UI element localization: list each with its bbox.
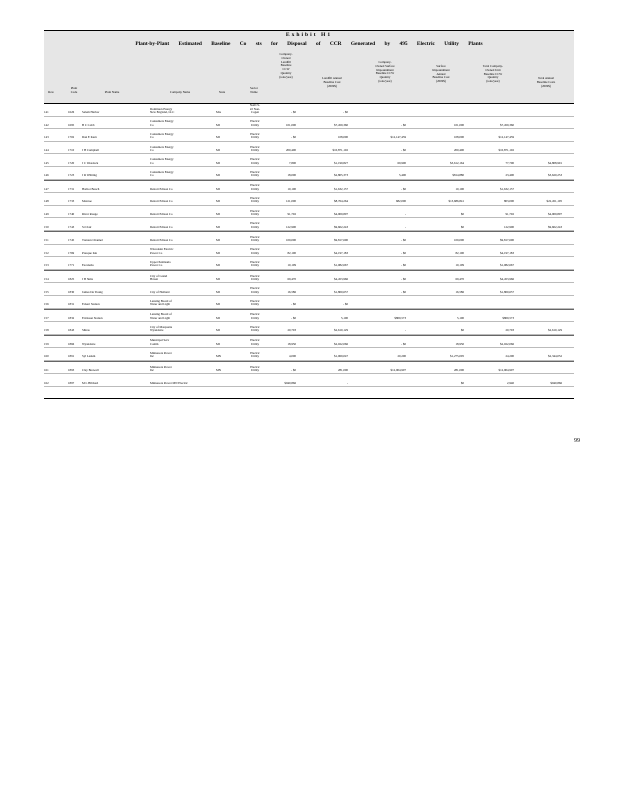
cell-state: MI: [216, 186, 220, 191]
table-row: [44, 270, 574, 284]
cell-plant: J R Whiting: [82, 173, 97, 178]
cell-sector: Electric Utility: [250, 286, 260, 294]
cell-tqty: 20,703: [505, 328, 514, 333]
table-row: [44, 104, 574, 117]
cell-plant: Trenton Channel: [82, 238, 103, 243]
cell-lqty: 18,000: [287, 173, 296, 178]
cell-scost: $0: [460, 224, 464, 229]
cell-plant: J B Sims: [82, 276, 94, 281]
cell-state: MI: [216, 160, 220, 165]
cell-tcost: $2,610,129: [548, 328, 562, 333]
cell-scost: $3,612,164: [450, 160, 464, 165]
cell-scost: 18,950: [455, 341, 464, 346]
table-row: [44, 117, 574, 130]
cell-lqty: 7,800: [289, 160, 296, 165]
cell-sqty: - $0: [401, 147, 406, 152]
cell-plant: Monroe: [82, 199, 92, 204]
cell-sector: Electric Utility: [250, 183, 260, 191]
cell-code: 1720: [68, 160, 75, 165]
table-row: [44, 180, 574, 194]
cell-state: MA: [216, 110, 221, 115]
cell-lcost: $4,909,807: [334, 211, 348, 216]
cell-row: 151: [44, 238, 49, 243]
cell-state: MI: [216, 302, 220, 307]
table-row: [44, 231, 574, 245]
cell-code: 1831: [68, 302, 75, 307]
cell-lqty: - $0: [291, 315, 296, 320]
cell-plant: James De Young: [82, 289, 103, 294]
cell-code: 1731: [68, 186, 75, 191]
cell-company: Detroit Edison Co: [150, 186, 173, 191]
cell-sqty: - $0: [401, 250, 406, 255]
cell-scost: 281,000: [453, 368, 464, 373]
cell-state: MI: [216, 135, 220, 140]
cell-lcost: $2,610,129: [334, 328, 348, 333]
cell-scost: 109,000: [453, 238, 464, 243]
cell-code: 1743: [68, 224, 75, 229]
cell-row: 154: [44, 276, 49, 281]
table-row: [44, 193, 574, 206]
col-plant-name-header: Plant Name: [104, 90, 120, 94]
cell-plant: Dan E Karn: [82, 135, 97, 140]
cell-plant: St Clair: [82, 224, 92, 229]
cell-state: MI: [216, 315, 220, 320]
cell-plant: M L Hibbard: [82, 380, 99, 385]
cell-lcost: $4,197,183: [334, 250, 348, 255]
cell-code: 1893: [68, 368, 75, 373]
cell-sqty: - $0: [401, 263, 406, 268]
cell-code: 1825: [68, 276, 75, 281]
cell-plant: Erickson Station: [82, 315, 103, 320]
cell-sqty: 682,000: [395, 199, 406, 204]
cell-scost: $0: [460, 328, 464, 333]
cell-sector: Electric Utility: [250, 144, 260, 152]
cell-lqty: 109,000: [285, 238, 296, 243]
cell-company: Consumers Energy Co: [150, 119, 174, 127]
cell-row: 148: [44, 199, 49, 204]
cell-lqty: 91,702: [287, 211, 296, 216]
cell-sqty: 20,200: [397, 354, 406, 359]
table-row: [44, 283, 574, 296]
table-row: [44, 374, 574, 387]
cell-row: 146: [44, 173, 49, 178]
cell-sqty: - $0: [401, 276, 406, 281]
cell-lcost: $9,602,243: [334, 224, 348, 229]
cell-sector: Electric Utility: [250, 234, 260, 243]
cell-state: MI: [216, 199, 220, 204]
table-row: [44, 361, 574, 375]
cell-code: 1695: [68, 122, 75, 127]
cell-lqty: 20,703: [287, 328, 296, 333]
cell-row: 141: [44, 110, 49, 115]
cell-sqty: - $0: [401, 341, 406, 346]
table-row: [44, 348, 574, 361]
cell-state: MI: [216, 211, 220, 216]
cell-sector: Electric Utility: [250, 119, 260, 127]
cell-row: 143: [44, 135, 49, 140]
cell-sector: Electric Utility: [250, 364, 260, 373]
cell-lcost: $8,764,264: [334, 199, 348, 204]
cell-sqty: $809,573: [394, 315, 406, 320]
cell-lqty: 16,586: [287, 289, 296, 294]
cell-company: Detroit Edison Co: [150, 199, 173, 204]
cell-row: 158: [44, 328, 49, 333]
cell-lqty: - $0: [291, 110, 296, 115]
cell-tcost: $22,451,105: [546, 199, 562, 204]
table-row: [44, 167, 574, 180]
cell-lcost: $2,805,373: [334, 173, 348, 178]
cell-scost: 10,109: [455, 263, 464, 268]
cell-state: MN: [216, 354, 221, 359]
cell-company: Consumers Energy Co: [150, 144, 174, 152]
cell-sector: Electric Utility: [250, 169, 260, 178]
cell-scost: 108,000: [453, 135, 464, 140]
cell-sector: Electric Utility: [250, 324, 260, 333]
cell-sqty: - $0: [401, 289, 406, 294]
cell-lcost: $7,459,360: [334, 122, 348, 127]
cell-code: 1897: [68, 380, 75, 385]
cell-lcost: $1,082,667: [334, 263, 348, 268]
cell-tqty: 803,000: [503, 199, 514, 204]
cell-scost: $0: [460, 211, 464, 216]
cell-code: 1843: [68, 328, 75, 333]
col-landfill-qty-header: Company- Owned Landfill Baseline CCW Quantity (tons/year): [279, 52, 293, 79]
cell-lcost: $1,800,657: [334, 289, 348, 294]
cell-state: MI: [216, 224, 220, 229]
cell-plant: Presque Isle: [82, 250, 98, 255]
cell-scost: 10,100: [455, 186, 464, 191]
cell-sector: Electric Utility: [250, 351, 260, 359]
cell-state: MI: [216, 147, 220, 152]
col-si-cost-header: Surface Impoundment Annual Baseline Cost (2009$): [432, 64, 450, 84]
cell-sector: Electric Utility: [250, 298, 260, 307]
cell-company: Minnesota Power Inc: [150, 364, 172, 373]
data-table-body: [44, 104, 574, 387]
cell-tqty: $4,453,966: [500, 276, 514, 281]
cell-code: 1733: [68, 199, 75, 204]
cell-scost: $0: [460, 380, 464, 385]
cell-tqty: 77,700: [505, 160, 514, 165]
cell-company: Detroit Edison Co: [150, 238, 173, 243]
cell-sector: Electric Utility: [250, 312, 260, 320]
cell-code: 1891: [68, 354, 75, 359]
cell-company: Consumers Energy Co: [150, 131, 174, 140]
cell-tqty: 24,200: [505, 354, 514, 359]
cell-company: Wisconsin Electric Power Co: [150, 247, 174, 255]
cell-code: 1832: [68, 315, 75, 320]
cell-lqty: 10,109: [287, 263, 296, 268]
cell-sector: Electric Utility: [250, 157, 260, 165]
cell-lcost: $4,453,966: [334, 276, 348, 281]
cell-lqty: 82,100: [287, 250, 296, 255]
cell-plant: Syl Laskin: [82, 354, 96, 359]
cell-lcost: $10,871,102: [332, 147, 348, 152]
cell-sector: NAICS- 22 Non- Cogen: [249, 103, 261, 115]
cell-lqty: 122,900: [285, 224, 296, 229]
table-bottom-rule: [44, 398, 574, 399]
cell-tqty: $1,632,157: [500, 186, 514, 191]
cell-code: 1626: [68, 110, 75, 115]
cell-scost: $1,275,005: [450, 354, 464, 359]
cell-state: MI: [216, 238, 220, 243]
cell-row: 144: [44, 147, 49, 152]
cell-sector: Electric Utility: [250, 221, 260, 229]
cell-state: MN: [216, 368, 221, 373]
cell-company: Minnesota Power Inc: [150, 351, 172, 359]
column-header-band: [44, 51, 574, 104]
col-total-qty-header: Total Company- Owned Unit Baseline CCW Quantity (tons/year): [482, 64, 504, 84]
cell-scost: 16,586: [455, 289, 464, 294]
table-row: [44, 309, 574, 323]
cell-plant: Wyandotte: [82, 341, 96, 346]
cell-sqty: -: [404, 224, 406, 229]
cell-lcost: $2,022,066: [334, 341, 348, 346]
cell-code: 1769: [68, 250, 75, 255]
cell-sector: Electric Utility: [250, 273, 260, 281]
col-company-header: Company Name: [169, 90, 191, 94]
cell-tqty: $4,197,183: [500, 250, 514, 255]
cell-sector: Electric Utility: [250, 247, 260, 255]
cell-scost: 101,000: [453, 122, 464, 127]
cell-tqty: 2,940: [507, 380, 514, 385]
cell-company: City of Grand Haven: [150, 273, 168, 281]
cell-company: Upper Peninsula Power Co: [150, 259, 171, 268]
cell-lcost: $9,817,690: [334, 238, 348, 243]
cell-lcost: - $0: [343, 302, 348, 307]
cell-code: 1723: [68, 173, 75, 178]
cell-row: 156: [44, 302, 49, 307]
cell-lqty: 101,000: [285, 122, 296, 127]
cell-tqty: $809,573: [502, 315, 514, 320]
cell-plant: Salem Harbor: [82, 110, 100, 115]
table-row: [44, 218, 574, 231]
cell-row: 160: [44, 354, 49, 359]
cell-scost: 82,100: [455, 250, 464, 255]
cell-lcost: $1,199,827: [334, 160, 348, 165]
cell-sqty: -: [404, 211, 406, 216]
col-row-header: Row: [48, 90, 54, 94]
cell-sqty: - $0: [401, 186, 406, 191]
cell-lcost: 108,000: [337, 135, 348, 140]
cell-tqty: $12,147,459: [498, 135, 514, 140]
table-row: [44, 154, 574, 167]
cell-sqty: 69,900: [397, 160, 406, 165]
col-total-cost-header: Total Annual Baseline Costs (2009$): [536, 76, 556, 88]
cell-tqty: $1,082,667: [500, 263, 514, 268]
cell-row: 152: [44, 250, 49, 255]
cell-state: MI: [216, 250, 220, 255]
cell-tqty: 122,900: [503, 224, 514, 229]
col-plant-code-header: Plant Code: [70, 86, 78, 94]
cell-row: 153: [44, 263, 49, 268]
cell-lqty: 69,470: [287, 276, 296, 281]
cell-plant: B C Cobb: [82, 122, 95, 127]
cell-scost: $814,880: [452, 173, 464, 178]
cell-scost: 200,400: [453, 147, 464, 152]
cell-lcost: $1,632,157: [334, 186, 348, 191]
cell-lqty: - $0: [291, 302, 296, 307]
col-sector-header: Sector Name: [250, 86, 258, 94]
exhibit-label: Exhibit H1: [285, 32, 333, 38]
cell-state: MI: [216, 276, 220, 281]
cell-plant: Clay Boswell: [82, 368, 99, 373]
cell-state: MI: [216, 328, 220, 333]
cell-sector: Electric Utility: [250, 195, 260, 204]
cell-sector: Electric Utility: [250, 131, 260, 140]
cell-row: 147: [44, 186, 49, 191]
table-row: [44, 257, 574, 270]
table-row: [44, 129, 574, 142]
title-band: [44, 30, 574, 52]
cell-state: MI: [216, 263, 220, 268]
cell-sqty: -: [404, 328, 406, 333]
cell-company: Consumers Energy Co: [150, 169, 174, 178]
cell-lcost: - $0: [343, 110, 348, 115]
cell-company: Detroit Edison Co: [150, 211, 173, 216]
cell-code: 1740: [68, 211, 75, 216]
cell-code: 1866: [68, 341, 75, 346]
cell-lqty: - $0: [291, 135, 296, 140]
cell-state: MI: [216, 341, 220, 346]
cell-lqty: 10,100: [287, 186, 296, 191]
cell-sqty: - $0: [401, 122, 406, 127]
cell-code: 1771: [68, 263, 75, 268]
cell-company: City of Holland: [150, 289, 170, 294]
cell-company: City of Marquette Wyandotte: [150, 324, 173, 333]
cell-plant: Escanaba: [82, 263, 94, 268]
cell-lcost: $1,069,047: [334, 354, 348, 359]
cell-sector: Electric Utility: [250, 338, 260, 346]
page-number: 99: [574, 438, 580, 444]
cell-tcost: $940,866: [550, 380, 562, 385]
cell-row: 150: [44, 224, 49, 229]
table-row: [44, 142, 574, 155]
cell-tcost: $3,620,253: [548, 173, 562, 178]
cell-tcost: $4,808,991: [548, 160, 562, 165]
cell-plant: Shiras: [82, 328, 90, 333]
cell-company: Detroit Edison Co: [150, 224, 173, 229]
cell-company: Municipal Serv Comm: [150, 338, 170, 346]
table-title: Plant-by-Plant Estimated Baseline Co sts for Disposal of CCR Generated by 495 Electric Utility Plants: [135, 41, 483, 47]
cell-plant: J H Campbell: [82, 147, 100, 152]
col-landfill-cost-header: Landfill Annual Baseline Cost (2009$): [322, 76, 342, 88]
cell-plant: River Rouge: [82, 211, 98, 216]
cell-state: MI: [216, 289, 220, 294]
cell-tqty: 91,702: [505, 211, 514, 216]
cell-lqty: 18,950: [287, 341, 296, 346]
cell-row: 161: [44, 368, 49, 373]
cell-sqty: $12,147,459: [390, 135, 406, 140]
cell-scost: 69,470: [455, 276, 464, 281]
cell-code: 1710: [68, 147, 75, 152]
cell-row: 149: [44, 211, 49, 216]
cell-row: 142: [44, 122, 49, 127]
cell-sqty: - $0: [401, 238, 406, 243]
cell-lqty: 200,400: [285, 147, 296, 152]
cell-lqty: 4,000: [289, 354, 296, 359]
cell-company: Consumers Energy Co: [150, 157, 174, 165]
cell-company: Dominion Energy New England, LLC: [150, 106, 175, 115]
cell-plant: Harbor Beach: [82, 186, 100, 191]
cell-scost: $13,686,841: [448, 199, 464, 204]
cell-lqty: 121,000: [285, 199, 296, 204]
cell-lcost: -: [346, 380, 348, 385]
cell-scost: 5,100: [457, 315, 464, 320]
cell-sqty: 5,400: [399, 173, 406, 178]
cell-tcost: $2,344,052: [548, 354, 562, 359]
cell-tqty: $7,459,360: [500, 122, 514, 127]
cell-row: 155: [44, 289, 49, 294]
cell-sqty: $12,904,907: [390, 368, 406, 373]
cell-lqty: $940,866: [284, 380, 296, 385]
table-row: [44, 296, 574, 309]
cell-row: 145: [44, 160, 49, 165]
cell-state: MI: [216, 122, 220, 127]
table-row: [44, 245, 574, 258]
cell-plant: J C Weadock: [82, 160, 99, 165]
cell-tcost: $9,602,243: [548, 224, 562, 229]
cell-company: Lansing Board of Water and Light: [150, 298, 172, 307]
cell-company: Minnesota Power MN Electric: [150, 380, 188, 385]
cell-company: Lansing Board of Water and Light: [150, 312, 172, 320]
cell-state: MI: [216, 173, 220, 178]
cell-row: 162: [44, 380, 49, 385]
cell-code: 1745: [68, 238, 75, 243]
table-row: [44, 206, 574, 219]
cell-tqty: $2,022,066: [500, 341, 514, 346]
col-state-header: State: [218, 90, 226, 94]
cell-tqty: $12,904,907: [498, 368, 514, 373]
table-row: [44, 322, 574, 335]
cell-tqty: $10,871,102: [498, 147, 514, 152]
cell-lcost: 281,000: [337, 368, 348, 373]
col-si-qty-header: Company- Owned Surface Impoundment Baseline CCW Quantity (tons/year): [375, 60, 395, 83]
table-row: [44, 335, 574, 349]
cell-lqty: - $0: [291, 368, 296, 373]
cell-sector: Electric Utility: [250, 208, 260, 216]
cell-plant: Eckert Station: [82, 302, 100, 307]
cell-row: 157: [44, 315, 49, 320]
cell-code: 1830: [68, 289, 75, 294]
cell-tcost: $4,909,807: [548, 211, 562, 216]
cell-sector: Electric Utility: [250, 259, 260, 268]
cell-tqty: 23,400: [505, 173, 514, 178]
cell-row: 159: [44, 341, 49, 346]
cell-code: 1702: [68, 135, 75, 140]
cell-tqty: $9,817,690: [500, 238, 514, 243]
cell-tqty: $1,800,657: [500, 289, 514, 294]
cell-lcost: 5,100: [341, 315, 348, 320]
